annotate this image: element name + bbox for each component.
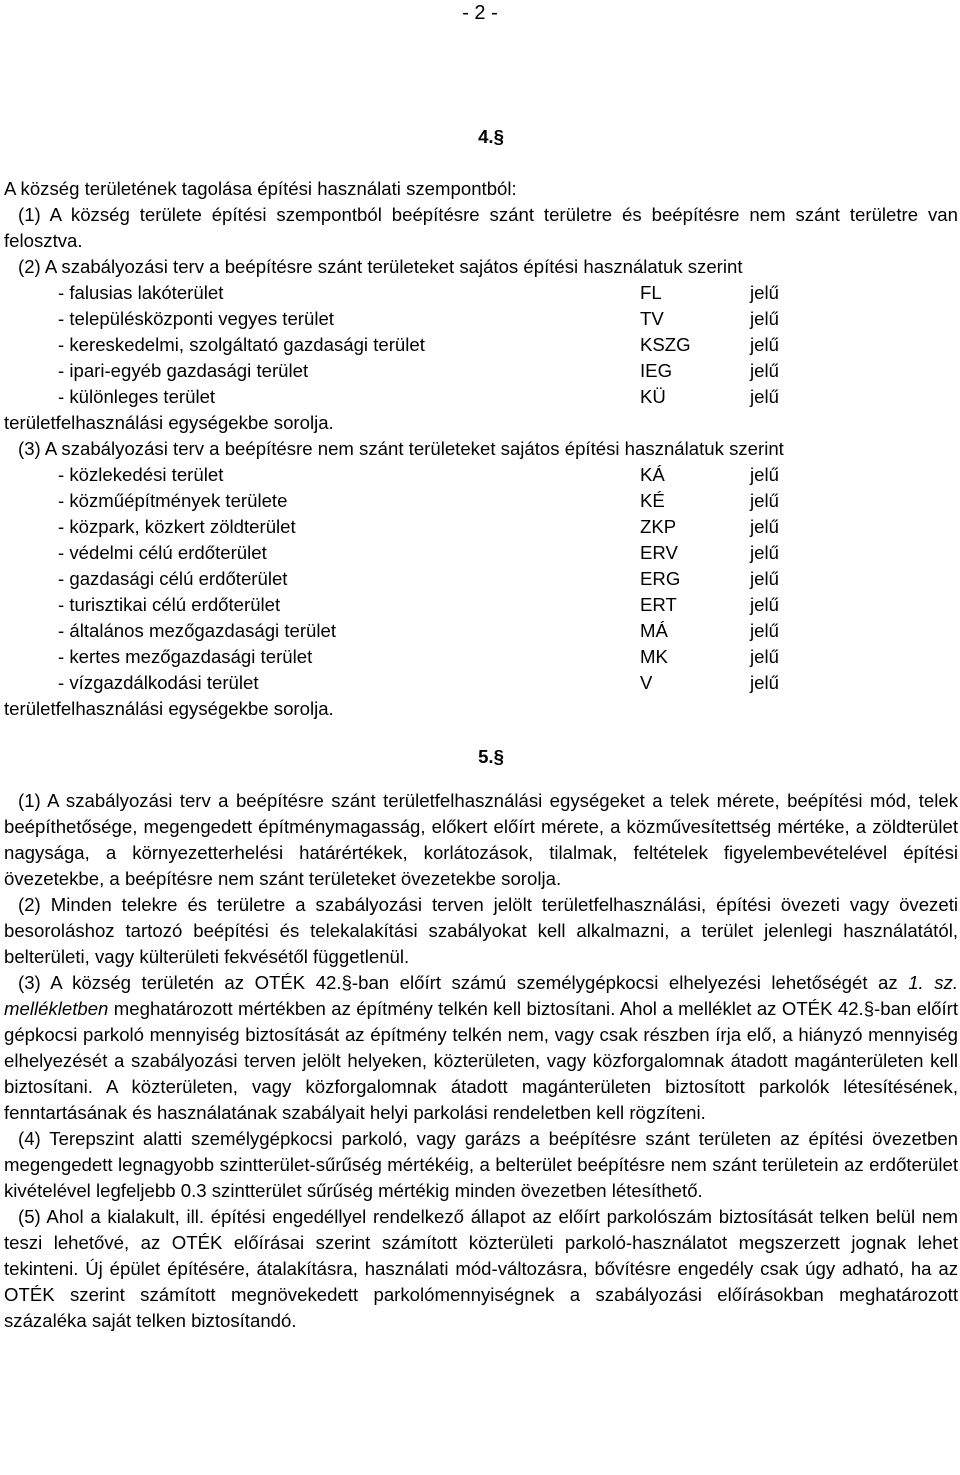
section-4-built-zone-list xyxy=(4,280,958,410)
list-item xyxy=(4,462,958,488)
zone-label: - kertes mezőgazdasági terület xyxy=(58,646,313,667)
document-body xyxy=(4,124,958,1334)
zone-code: MK xyxy=(640,646,668,667)
zone-code: TV xyxy=(640,308,664,329)
list-item xyxy=(4,306,958,332)
zone-suffix: jelű xyxy=(750,360,779,381)
list-item xyxy=(4,488,958,514)
list-item xyxy=(4,644,958,670)
annex-reference: 1. sz. mellékletben xyxy=(4,972,959,1019)
list-item xyxy=(4,592,958,618)
zone-suffix: jelű xyxy=(750,594,779,615)
section-4-paragraph-2-outro: területfelhasználási egységekbe sorolja. xyxy=(4,412,334,433)
zone-code: MÁ xyxy=(640,620,668,641)
zone-label: - ipari-egyéb gazdasági terület xyxy=(58,360,309,381)
list-item xyxy=(4,670,958,696)
list-item xyxy=(4,332,958,358)
section-5-paragraph-5: (5) Ahol a kialakult, ill. építési engedéllyel rendelkező állapot az előírt parkolószám biztosítását telken belül nem teszi lehetővé, az OTÉK előírásai szerint számított közterületi parkoló-használatot megszerzett jognak lehet tekinteni. Új épület építésére, átalakításra, használati mód-változásra, bővítésre engedély csak úgy adható, ha az OTÉK szerint számított megnövekedett parkolómennyiségnek a szabályozási előírásokban meghatározott százaléka saját telken biztosítandó. xyxy=(4,1206,958,1331)
list-item xyxy=(4,280,958,306)
section-5-paragraph-1: (1) A szabályozási terv a beépítésre szánt területfelhasználási egységeket a telek mérete, beépítési mód, telek beépíthetősége, megengedett építménymagasság, előkert előírt mérete, a közművesítettség mértéke, a zöldterület nagysága, a környezetterhelési határértékek, korlátozások, tilalmak, feltételek figyelembevételével építési övezetekbe, a beépítésre nem szánt területeket övezetekbe sorolja. xyxy=(4,790,958,889)
section-4-paragraph-3-outro: területfelhasználási egységekbe sorolja. xyxy=(4,698,334,719)
section-5-paragraph-3 xyxy=(4,970,958,1126)
section-4-heading: 4.§ xyxy=(478,126,504,147)
paragraph-3-part-a: (3) A község területén az OTÉK 42.§-ban előírt számú személygépkocsi elhelyezési lehetőségét az xyxy=(18,972,909,993)
zone-label: - különleges terület xyxy=(58,386,216,407)
zone-suffix: jelű xyxy=(750,282,779,303)
zone-label: - településközponti vegyes terület xyxy=(58,308,334,329)
section-4-paragraph-2-intro: (2) A szabályozási terv a beépítésre szánt területeket sajátos építési használatuk szerint xyxy=(18,256,743,277)
zone-code: FL xyxy=(640,282,662,303)
zone-suffix: jelű xyxy=(750,490,779,511)
zone-code: V xyxy=(640,672,653,693)
list-item xyxy=(4,384,958,410)
zone-label: - védelmi célú erdőterület xyxy=(58,542,267,563)
section-4-intro: A község területének tagolása építési használati szempontból: xyxy=(4,178,517,199)
zone-suffix: jelű xyxy=(750,672,779,693)
zone-suffix: jelű xyxy=(750,464,779,485)
zone-suffix: jelű xyxy=(750,542,779,563)
paragraph-3-part-c: meghatározott mértékben az építmény telkén kell biztosítani. Ahol a melléklet az OTÉK 42.§-ban előírt gépkocsi parkoló mennyiség biztosítását az építmény telkén nem, vagy csak részben írja elő, a hiányzó mennyiség elhelyezését a szabályozási terven jelölt helyeken, közterületen, vagy közforgalomnak átadott magánterületen kell biztosítani. A közterületen, vagy közforgalomnak átadott magánterületen biztosított parkolók létesítésének, fenntartásának és használatának szabályait helyi parkolási rendeletben kell rögzíteni. xyxy=(4,998,958,1123)
section-4-unbuilt-zone-list xyxy=(4,462,958,696)
zone-suffix: jelű xyxy=(750,568,779,589)
zone-label: - gazdasági célú erdőterület xyxy=(58,568,288,589)
section-5-heading: 5.§ xyxy=(478,746,504,767)
zone-code: IEG xyxy=(640,360,673,381)
zone-suffix: jelű xyxy=(750,646,779,667)
zone-suffix: jelű xyxy=(750,386,779,407)
zone-code: KSZG xyxy=(640,334,691,355)
zone-suffix: jelű xyxy=(750,308,779,329)
zone-label: - kereskedelmi, szolgáltató gazdasági terület xyxy=(58,334,425,355)
zone-code: ERV xyxy=(640,542,678,563)
zone-label: - vízgazdálkodási terület xyxy=(58,672,259,693)
zone-suffix: jelű xyxy=(750,516,779,537)
zone-code: KÁ xyxy=(640,464,665,485)
page-number: - 2 - xyxy=(462,2,498,24)
zone-code: KÉ xyxy=(640,490,665,511)
zone-label: - turisztikai célú erdőterület xyxy=(58,594,281,615)
list-item xyxy=(4,566,958,592)
zone-label: - közműépítmények területe xyxy=(58,490,288,511)
list-item xyxy=(4,618,958,644)
section-4-paragraph-3-intro: (3) A szabályozási terv a beépítésre nem szánt területeket sajátos építési használatuk szerint xyxy=(18,438,784,459)
zone-label: - közlekedési terület xyxy=(58,464,224,485)
section-5-paragraph-2: (2) Minden telekre és területre a szabályozási terven jelölt területfelhasználási, építési övezeti vagy övezeti besoroláshoz tartozó beépítési és telekalakítási szabályokat kell alkalmazni, a terület jelenlegi használatától, belterületi, vagy külterületi fekvésétől függetlenül. xyxy=(4,894,958,967)
zone-code: ZKP xyxy=(640,516,677,537)
zone-label: - falusias lakóterület xyxy=(58,282,224,303)
zone-suffix: jelű xyxy=(750,334,779,355)
list-item xyxy=(4,514,958,540)
zone-suffix: jelű xyxy=(750,620,779,641)
list-item xyxy=(4,358,958,384)
section-5-paragraph-4: (4) Terepszint alatti személygépkocsi parkoló, vagy garázs a beépítésre szánt területen az építési övezetben megengedett legnagyobb szintterület-sűrűség mértékéig, a belterület beépítésre nem szánt területein az erdőterület kivételével legfeljebb 0.3 szintterület sűrűség mértékig minden övezetben létesíthető. xyxy=(4,1128,958,1201)
zone-code: ERT xyxy=(640,594,677,615)
zone-code: KÜ xyxy=(640,386,666,407)
zone-label: - általános mezőgazdasági terület xyxy=(58,620,337,641)
list-item xyxy=(4,540,958,566)
zone-code: ERG xyxy=(640,568,681,589)
zone-label: - közpark, közkert zöldterület xyxy=(58,516,296,537)
section-4-paragraph-1: (1) A község területe építési szempontból beépítésre szánt területre és beépítésre nem szánt területre van felosztva. xyxy=(4,204,958,251)
